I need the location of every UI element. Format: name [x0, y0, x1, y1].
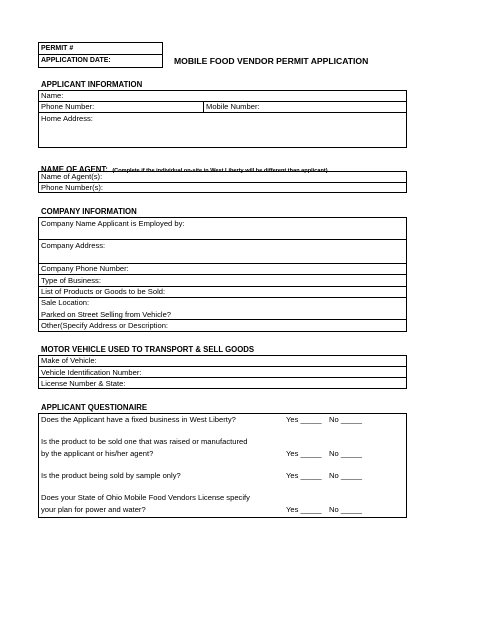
applicant-row-divider-2	[38, 112, 407, 113]
company-row-divider-5	[38, 297, 407, 298]
q2-no-blank[interactable]: No _____	[329, 449, 362, 458]
question-fixed-business: Does the Applicant have a fixed business in West Liberty?	[41, 415, 236, 424]
permit-number-label: PERMIT #	[41, 45, 74, 52]
q3-no-blank[interactable]: No _____	[329, 471, 362, 480]
mobile-field-label[interactable]: Mobile Number:	[206, 102, 260, 111]
question-raised-manufactured-line1: Is the product to be sold one that was raised or manufactured	[41, 437, 248, 446]
vehicle-section-heading: MOTOR VEHICLE USED TO TRANSPORT & SELL GOODS	[41, 345, 255, 354]
vehicle-make-field-label[interactable]: Make of Vehicle:	[41, 356, 97, 365]
q4-no-blank[interactable]: No _____	[329, 505, 362, 514]
agent-heading-note: (Complete if the individual on-site in West Liberty will be different than applicant)	[112, 168, 328, 174]
employer-field-label[interactable]: Company Name Applicant is Employed by:	[41, 219, 185, 228]
vehicle-row-divider-1	[38, 366, 407, 367]
question-raised-manufactured-line2: by the applicant or his/her agent?	[41, 449, 154, 458]
agent-heading-text: NAME OF AGENT:	[41, 165, 108, 174]
questionnaire-table	[38, 413, 407, 518]
other-location-field-label[interactable]: Other(Specify Address or Description:	[41, 321, 169, 330]
company-row-divider-3	[38, 274, 407, 275]
q1-yes-blank[interactable]: Yes _____	[286, 415, 322, 424]
application-date-label: APPLICATION DATE:	[41, 57, 111, 64]
vin-field-label[interactable]: Vehicle Identification Number:	[41, 368, 142, 377]
applicant-table	[38, 90, 407, 148]
company-phone-field-label[interactable]: Company Phone Number:	[41, 264, 129, 273]
vehicle-row-divider-2	[38, 377, 407, 378]
questionnaire-section-heading: APPLICANT QUESTIONAIRE	[41, 403, 148, 412]
company-row-divider-1	[38, 239, 407, 240]
home-address-field-label[interactable]: Home Address:	[41, 114, 93, 123]
company-address-field-label[interactable]: Company Address:	[41, 241, 106, 250]
applicant-section-heading: APPLICANT INFORMATION	[41, 80, 143, 89]
agent-phones-field-label[interactable]: Phone Number(s):	[41, 183, 104, 192]
sale-location-field-label[interactable]: Sale Location:	[41, 298, 90, 307]
permit-box-divider	[38, 54, 163, 55]
applicant-column-divider	[203, 101, 204, 112]
q4-yes-blank[interactable]: Yes _____	[286, 505, 322, 514]
business-type-field-label[interactable]: Type of Business:	[41, 276, 101, 285]
q3-yes-blank[interactable]: Yes _____	[286, 471, 322, 480]
question-sample-only: Is the product being sold by sample only?	[41, 471, 181, 480]
q1-no-blank[interactable]: No _____	[329, 415, 362, 424]
license-field-label[interactable]: License Number & State:	[41, 379, 126, 388]
question-power-water-line1: Does your State of Ohio Mobile Food Vendors License specify	[41, 493, 250, 502]
name-field-label[interactable]: Name:	[41, 91, 64, 100]
company-row-divider-6	[38, 319, 407, 320]
form-title: MOBILE FOOD VENDOR PERMIT APPLICATION	[174, 56, 369, 66]
q2-yes-blank[interactable]: Yes _____	[286, 449, 322, 458]
parked-on-street-field-label[interactable]: Parked on Street Selling from Vehicle?	[41, 310, 172, 319]
company-section-heading: COMPANY INFORMATION	[41, 207, 137, 216]
phone-field-label[interactable]: Phone Number:	[41, 102, 95, 111]
question-power-water-line2: your plan for power and water?	[41, 505, 146, 514]
products-field-label[interactable]: List of Products or Goods to be Sold:	[41, 287, 166, 296]
agent-names-field-label[interactable]: Name of Agent(s):	[41, 172, 103, 181]
